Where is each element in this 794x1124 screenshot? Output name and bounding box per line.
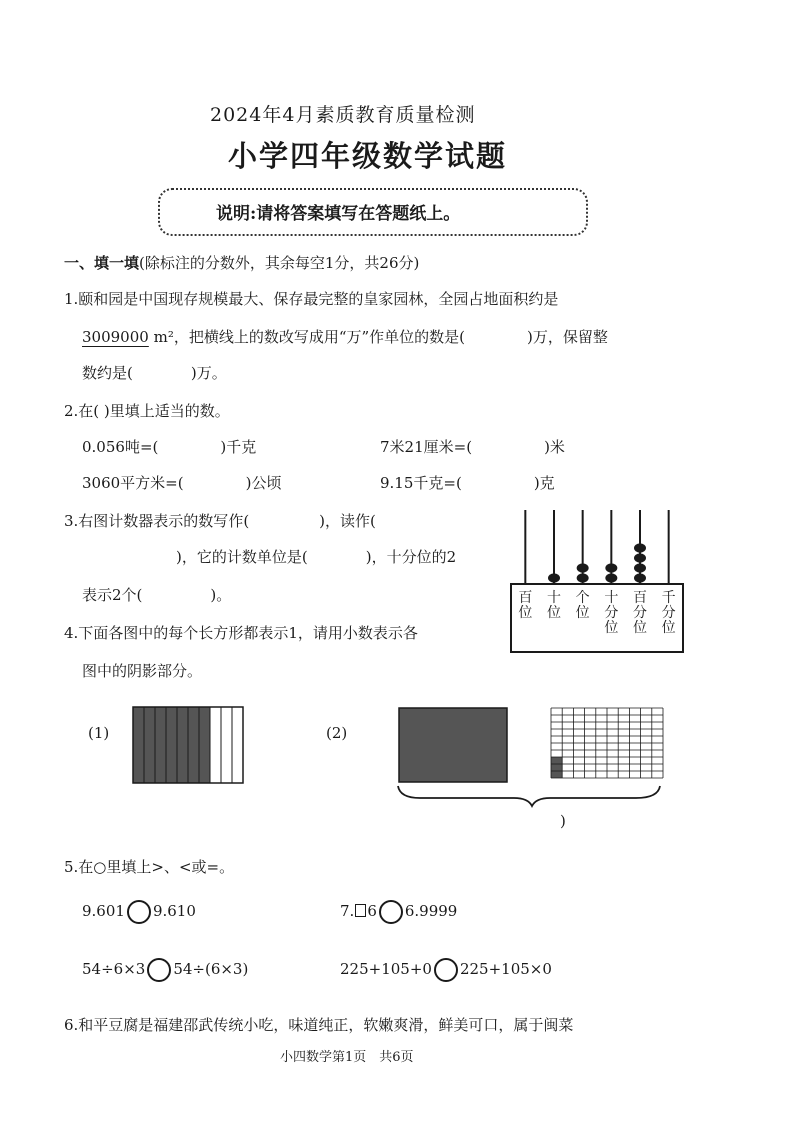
q5-c2-left-b: 6: [367, 902, 377, 920]
q3-line2: [176, 546, 456, 567]
q1-unit: m²: [153, 328, 174, 346]
abacus-bead: [605, 563, 617, 572]
q1-line1: 1.颐和园是中国现存规模最大、保存最完整的皇家园林，全园占地面积约是: [64, 290, 559, 308]
q2-item4-text: 9.15千克=(: [380, 474, 462, 492]
q3-line2-end: )，十分位的2: [365, 548, 457, 566]
exam-subtitle: 小学四年级数学试题: [228, 139, 508, 173]
abacus-bead: [634, 543, 646, 552]
q3-line3-start: 表示2个(: [82, 586, 143, 604]
abacus-bead: [634, 563, 646, 572]
q2-item3-unit: )公顷: [245, 474, 282, 492]
q1-line2-end: )万，保留整: [527, 328, 608, 346]
q4-figure-1: [132, 706, 244, 784]
q1-line3-end: )万。: [190, 364, 227, 382]
q2-item4-unit: )克: [533, 474, 555, 492]
q1-line2-text: ，把横线上的数改写成用“万”作单位的数是(: [173, 328, 466, 346]
q3-line1-start: 3.右图计数器表示的数写作(: [64, 512, 250, 530]
unshaded-strip: [210, 707, 221, 783]
q1-line3-start: 数约是(: [82, 364, 133, 382]
abacus-place-label: 位: [633, 620, 647, 636]
q4-line1: 4.下面各图中的每个长方形都表示1，请用小数表示各: [64, 624, 418, 642]
abacus-bead: [577, 573, 589, 582]
q4-label-1: (1): [88, 724, 110, 742]
abacus-counter: [506, 508, 686, 654]
shaded-strip: [166, 707, 177, 783]
q5-c4-left: 225+105+0: [340, 960, 432, 978]
abacus-place-label: 个: [575, 590, 590, 606]
abacus-bead: [577, 563, 589, 572]
unshaded-strip: [232, 707, 243, 783]
q5-compare-1: [82, 900, 196, 924]
shaded-strip: [188, 707, 199, 783]
q1-line2: [82, 326, 608, 347]
abacus-place-label: 位: [661, 620, 676, 636]
q1-number: 3009000: [82, 328, 149, 346]
compare-circle-1[interactable]: [127, 900, 151, 924]
q2-item1: [82, 436, 256, 457]
shaded-cell: [551, 771, 562, 778]
abacus-place-label: 千: [661, 590, 676, 606]
q2-item1-text: 0.056吨=(: [82, 438, 159, 456]
abacus-bead: [634, 553, 646, 562]
section-heading: [64, 252, 419, 273]
q5-compare-2: [340, 900, 457, 924]
fully-shaded-rect: [399, 708, 507, 782]
shaded-strip: [177, 707, 188, 783]
shaded-strip: [133, 707, 144, 783]
q3-line3: [82, 584, 231, 605]
shaded-cell: [551, 764, 562, 771]
q2-item2-unit: )米: [544, 438, 565, 456]
abacus-place-label: 位: [547, 605, 561, 621]
shaded-strip: [144, 707, 155, 783]
q1-line3: [82, 362, 227, 383]
q5-compare-3: [82, 958, 248, 982]
q4-label-2: (2): [326, 724, 348, 742]
abacus-bead: [634, 573, 646, 582]
q4-answer-paren: ): [560, 812, 566, 830]
abacus-place-label: 分: [661, 605, 676, 621]
abacus-bead: [605, 573, 617, 582]
shaded-strip: [199, 707, 210, 783]
q5-compare-4: [340, 958, 552, 982]
q5-c1-left: 9.601: [82, 902, 125, 920]
q3-line2-mid: )，它的计数单位是(: [176, 548, 308, 566]
exam-title: 2024年4月素质教育质量检测: [210, 104, 476, 126]
q2-item4: [380, 472, 555, 493]
q3-line1-mid: )，读作(: [319, 512, 376, 530]
abacus-place-label: 位: [575, 605, 590, 621]
q2-item2: [380, 436, 565, 457]
q3-line1: [64, 510, 376, 531]
q2-item1-unit: )千克: [220, 438, 257, 456]
q2-item3-text: 3060平方米=(: [82, 474, 184, 492]
shaded-cell: [551, 757, 562, 764]
abacus-place-label: 百: [633, 590, 647, 606]
instruction-text: 说明:请将答案填写在答题纸上。: [216, 204, 461, 224]
digit-box[interactable]: [355, 904, 366, 917]
page-footer: 小四数学第1页 共6页: [280, 1050, 414, 1065]
q5-c2-right: 6.9999: [404, 902, 458, 920]
q4-figure-2b: [550, 707, 664, 779]
q4-brace: [396, 784, 662, 808]
abacus-place-label: 百: [518, 590, 533, 606]
q5-stem: 5.在○里填上>、<或=。: [64, 858, 235, 876]
q5-c3-left: 54÷6×3: [82, 960, 146, 978]
abacus-place-label: 十: [604, 590, 619, 606]
abacus-frame: [511, 584, 683, 652]
q2-stem: 2.在( )里填上适当的数。: [64, 402, 230, 420]
abacus-place-label: 十: [547, 590, 561, 606]
q2-item3: [82, 472, 281, 493]
q5-c3-right: 54÷(6×3): [173, 960, 249, 978]
q2-item2-text: 7米21厘米=(: [380, 438, 473, 456]
shaded-strip: [155, 707, 166, 783]
q4-figure-2a: [398, 707, 508, 783]
abacus-place-label: 位: [604, 620, 619, 636]
q5-c1-right: 9.610: [152, 902, 196, 920]
abacus-place-label: 位: [518, 605, 533, 621]
section-title: 一、填一填: [64, 254, 140, 272]
compare-circle-2[interactable]: [379, 900, 403, 924]
abacus-place-label: 分: [633, 605, 647, 621]
q3-line3-end: )。: [210, 586, 232, 604]
q4-line2: 图中的阴影部分。: [82, 662, 203, 680]
q6-line1: 6.和平豆腐是福建邵武传统小吃，味道纯正，软嫩爽滑，鲜美可口，属于闽菜: [64, 1016, 574, 1034]
abacus-bead: [548, 573, 560, 582]
q5-c4-right: 225+105×0: [459, 960, 552, 978]
compare-circle-3[interactable]: [147, 958, 171, 982]
abacus-place-label: 分: [604, 605, 619, 621]
section-note: (除标注的分数外，其余每空1分，共26分): [139, 254, 420, 272]
compare-circle-4[interactable]: [434, 958, 458, 982]
unshaded-strip: [221, 707, 232, 783]
q5-c2-left-a: 7.: [340, 902, 355, 920]
brace-path: [398, 786, 660, 806]
